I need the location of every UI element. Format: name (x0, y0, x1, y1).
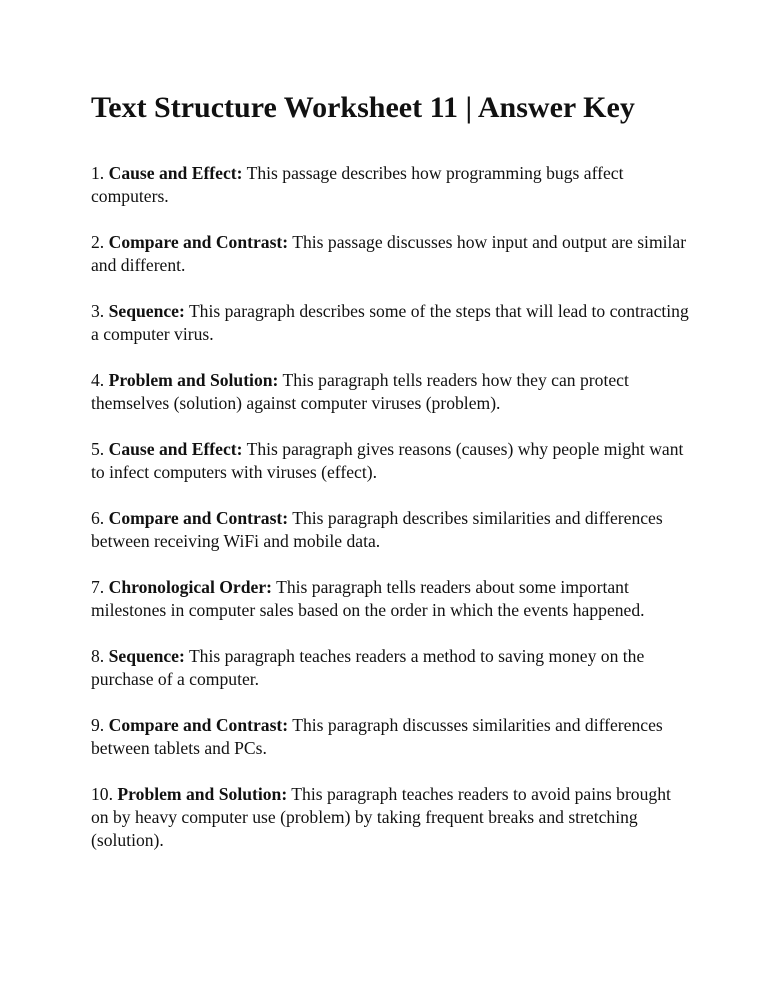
answer-number: 8. (91, 646, 105, 666)
answer-number: 2. (91, 232, 105, 252)
answer-text: This paragraph tells readers about some important milestones in computer sales based on the order in which the events happened. (91, 577, 645, 620)
answer-text: This paragraph discusses similarities and differences between tablets and PCs. (91, 715, 663, 758)
answer-number: 4. (91, 370, 105, 390)
answer-number: 1. (91, 163, 105, 183)
answer-number: 3. (91, 301, 105, 321)
answer-text: This paragraph describes some of the steps that will lead to contracting a computer virus. (91, 301, 689, 344)
answer-label: Sequence: (108, 646, 185, 666)
answer-item-5 (91, 438, 691, 484)
page-title: Text Structure Worksheet 11 | Answer Key (91, 91, 635, 124)
answer-text: This paragraph describes similarities and differences between receiving WiFi and mobile data. (91, 508, 663, 551)
answer-label: Chronological Order: (108, 577, 272, 597)
answer-text: This passage describes how programming bugs affect computers. (91, 163, 624, 206)
answer-number: 6. (91, 508, 105, 528)
answer-number: 7. (91, 577, 105, 597)
answer-label: Cause and Effect: (108, 439, 243, 459)
answer-item-4 (91, 369, 691, 415)
answer-list (91, 162, 691, 875)
answer-label: Problem and Solution: (117, 784, 288, 804)
answer-number: 5. (91, 439, 105, 459)
answer-number: 10. (91, 784, 113, 804)
answer-label: Problem and Solution: (108, 370, 279, 390)
answer-item-9 (91, 714, 691, 760)
answer-label: Compare and Contrast: (108, 508, 289, 528)
answer-text: This paragraph teaches readers to avoid pains brought on by heavy computer use (problem) by taking frequent breaks and stretching (solution). (91, 784, 671, 850)
answer-text: This paragraph tells readers how they can protect themselves (solution) against computer viruses (problem). (91, 370, 629, 413)
answer-item-8 (91, 645, 691, 691)
answer-item-7 (91, 576, 691, 622)
answer-item-3 (91, 300, 691, 346)
answer-item-6 (91, 507, 691, 553)
answer-label: Compare and Contrast: (108, 232, 289, 252)
answer-text: This passage discusses how input and output are similar and different. (91, 232, 687, 275)
answer-text: This paragraph teaches readers a method to saving money on the purchase of a computer. (91, 646, 645, 689)
answer-number: 9. (91, 715, 105, 735)
answer-label: Compare and Contrast: (108, 715, 289, 735)
answer-label: Sequence: (108, 301, 185, 321)
answer-item-10 (91, 783, 691, 852)
answer-text: This paragraph gives reasons (causes) why people might want to infect computers with viruses (effect). (91, 439, 684, 482)
answer-item-2 (91, 231, 691, 277)
answer-item-1 (91, 162, 691, 208)
answer-label: Cause and Effect: (108, 163, 243, 183)
